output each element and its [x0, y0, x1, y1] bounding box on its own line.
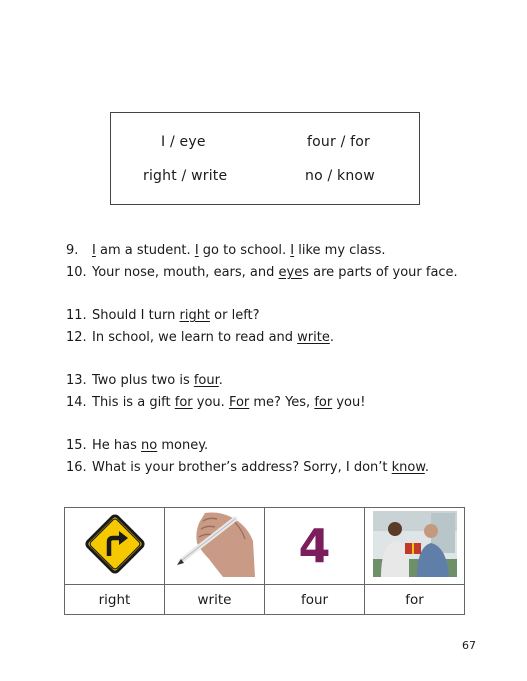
sentence-row	[66, 457, 506, 479]
picture-label: four	[265, 585, 365, 615]
sentence-segment: s are parts of your face.	[302, 265, 458, 280]
sentence-row	[66, 327, 506, 349]
picture-label: right	[65, 585, 165, 615]
picture-cell	[365, 508, 465, 585]
sentence-number: 9.	[66, 243, 79, 258]
sentence-group	[66, 370, 506, 414]
gift-giving-photo-icon	[373, 511, 457, 577]
page-number: 67	[462, 639, 476, 652]
sentence-text	[92, 327, 334, 349]
sentence-segment: you.	[192, 395, 229, 410]
sentence-segment: .	[218, 373, 223, 388]
word-pairs-box	[110, 112, 420, 205]
numeral-four: 4	[298, 519, 331, 573]
sentence-list	[66, 240, 506, 500]
underlined-homophone: for	[314, 395, 333, 410]
underlined-homophone: write	[297, 330, 330, 345]
sentence-segment: me? Yes,	[249, 395, 315, 410]
right-turn-sign-icon	[80, 509, 150, 579]
sentence-segment: .	[424, 460, 429, 475]
picture-label: write	[165, 585, 265, 615]
sentence-segment: Two plus two is	[92, 373, 194, 388]
underlined-homophone: I	[290, 243, 295, 258]
sentence-group	[66, 240, 506, 284]
word-pair: right / write	[143, 168, 228, 184]
sentence-number: 16.	[66, 460, 87, 475]
picture-word-table	[64, 507, 465, 615]
sentence-number: 13.	[66, 373, 87, 388]
sentence-segment: What is your brother’s address? Sorry, I don’t	[92, 460, 392, 475]
sentence-row	[66, 392, 506, 414]
sentence-text	[92, 457, 429, 479]
sentence-number: 11.	[66, 308, 87, 323]
sentence-segment: This is a gift	[92, 395, 175, 410]
sentence-text	[92, 370, 223, 392]
underlined-homophone: four	[193, 373, 219, 388]
sentence-segment: or left?	[210, 308, 260, 323]
sentence-segment: He has	[92, 438, 142, 453]
picture-cell	[165, 508, 265, 585]
word-pair: no / know	[305, 168, 375, 184]
sentence-segment: like my class.	[294, 243, 386, 258]
sentence-segment: .	[329, 330, 334, 345]
underlined-homophone: I	[92, 243, 96, 258]
sentence-segment: In school, we learn to read and	[92, 330, 298, 345]
underlined-homophone: I	[194, 243, 199, 258]
sentence-group	[66, 305, 506, 349]
sentence-segment: Your nose, mouth, ears, and	[92, 265, 279, 280]
sentence-text	[92, 240, 386, 262]
sentence-group	[66, 435, 506, 479]
underlined-homophone: right	[179, 308, 211, 323]
sentence-row	[66, 370, 506, 392]
sentence-text	[92, 435, 208, 457]
picture-cell	[65, 508, 165, 585]
picture-cell	[265, 508, 365, 585]
hand-writing-pen-icon	[175, 511, 255, 577]
sentence-row	[66, 262, 506, 284]
sentence-row	[66, 305, 506, 327]
underlined-homophone: for	[174, 395, 193, 410]
underlined-homophone: For	[228, 395, 250, 410]
sentence-text	[92, 262, 458, 284]
sentence-number: 10.	[66, 265, 87, 280]
sentence-number: 15.	[66, 438, 87, 453]
underlined-homophone: eye	[278, 265, 303, 280]
sentence-segment: money.	[157, 438, 209, 453]
sentence-segment: am a student.	[95, 243, 195, 258]
sentence-row	[66, 435, 506, 457]
sentence-segment: go to school.	[198, 243, 291, 258]
underlined-homophone: know	[391, 460, 425, 475]
sentence-number: 12.	[66, 330, 87, 345]
word-pair: I / eye	[161, 134, 206, 150]
picture-label: for	[365, 585, 465, 615]
underlined-homophone: no	[141, 438, 158, 453]
sentence-segment: Should I turn	[92, 308, 180, 323]
sentence-text	[92, 305, 260, 327]
word-pair: four / for	[307, 134, 370, 150]
sentence-segment: you!	[332, 395, 366, 410]
sentence-number: 14.	[66, 395, 87, 410]
sentence-row	[66, 240, 506, 262]
sentence-text	[92, 392, 365, 414]
